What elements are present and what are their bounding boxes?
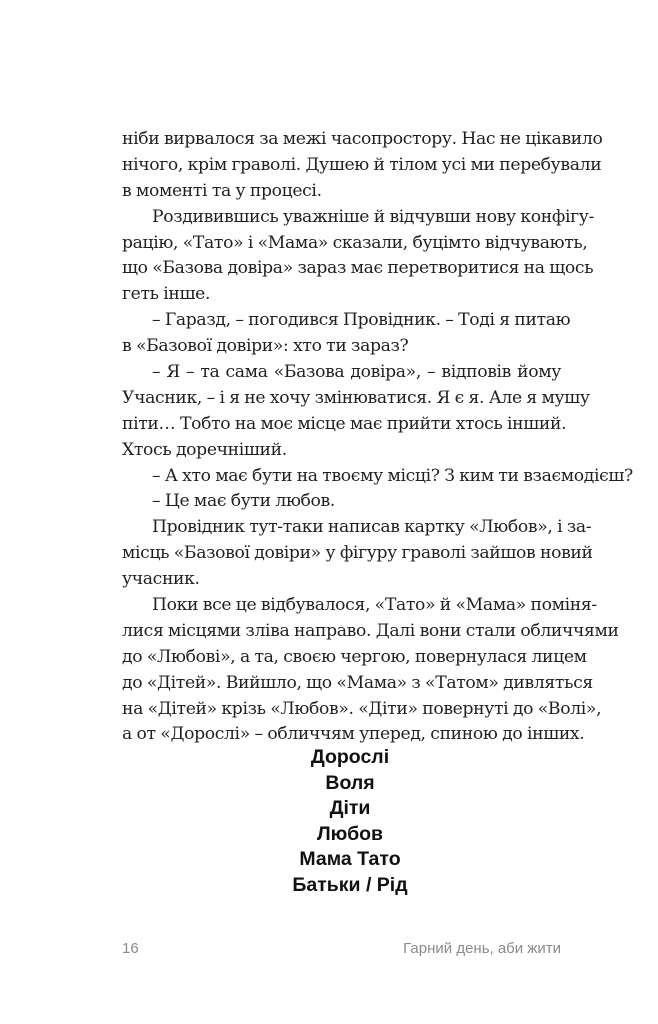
page-number: 16 <box>122 940 139 957</box>
text-line: до «Дітей». Вийшло, що «Мама» з «Татом» дивляться <box>122 672 593 693</box>
text-line: геть інше. <box>122 284 211 305</box>
text-line: до «Любові», а та, своєю чергою, повернулася лицем <box>122 646 587 667</box>
text-line: що «Базова довіра» зараз має перетворитися на щось <box>122 258 594 279</box>
paragraph <box>122 593 619 748</box>
text-line: – Гаразд, – погодився Провідник. – Тоді я питаю <box>152 310 571 331</box>
paragraph <box>122 515 593 593</box>
paragraph <box>122 360 590 464</box>
figure-list-item: Діти <box>329 797 371 820</box>
body-text <box>122 127 633 748</box>
text-line: лися місцями зліва направо. Далі вони стали обличчями <box>122 620 619 641</box>
figure-list-item: Любов <box>316 822 384 845</box>
text-line: а от «Дорослі» – обличчям уперед, спиною до інших. <box>122 724 585 745</box>
paragraph <box>122 464 633 490</box>
paragraph <box>122 127 603 205</box>
running-title: Гарний день, аби жити <box>403 940 561 957</box>
paragraph <box>122 308 571 360</box>
text-line: учасник. <box>122 569 200 590</box>
text-line: піти… Тобто на моє місце має прийти хтось інший. <box>122 413 567 434</box>
figure-list-item: Дорослі <box>310 746 390 768</box>
text-line: Хтось доречніший. <box>122 439 287 460</box>
text-line: Провідник тут-таки написав картку «Любов», і за- <box>152 517 592 538</box>
text-line: в моменті та у процесі. <box>122 180 322 201</box>
text-line: в «Базової довіри»: хто ти зараз? <box>122 336 409 357</box>
text-line: Учасник, – і я не хочу змінюватися. Я є я. Але я мушу <box>122 387 590 408</box>
text-line: на «Дітей» крізь «Любов». «Діти» повернуті до «Волі», <box>122 698 602 719</box>
figure-order-list <box>0 745 658 899</box>
text-line: нічого, крім граволі. Душею й тілом усі ми перебували <box>122 154 602 175</box>
text-line: – Я – та сама «Базова довіра», – відповів йому <box>152 362 561 383</box>
figure-list-item: Мама Тато <box>299 848 401 871</box>
text-line: Поки все це відбувалося, «Тато» й «Мама» поміня- <box>152 595 597 616</box>
paragraph <box>122 205 595 309</box>
paragraph <box>122 489 561 515</box>
text-line: Роздивившись уважніше й відчувши нову конфігу- <box>152 206 595 227</box>
text-line: ніби вирвалося за межі часопростору. Нас не цікавило <box>122 129 603 149</box>
figure-list-item: Батьки / Рід <box>292 873 408 896</box>
text-line: – А хто має бути на твоєму місці? З ким ти взаємодієш? <box>152 465 633 486</box>
text-line: місць «Базової довіри» у фігуру граволі зайшов новий <box>122 543 593 564</box>
text-line: – Це має бути любов. <box>152 491 335 512</box>
figure-list-item: Воля <box>325 771 375 794</box>
text-line: рацію, «Тато» і «Мама» сказали, буцімто відчувають, <box>122 232 588 253</box>
